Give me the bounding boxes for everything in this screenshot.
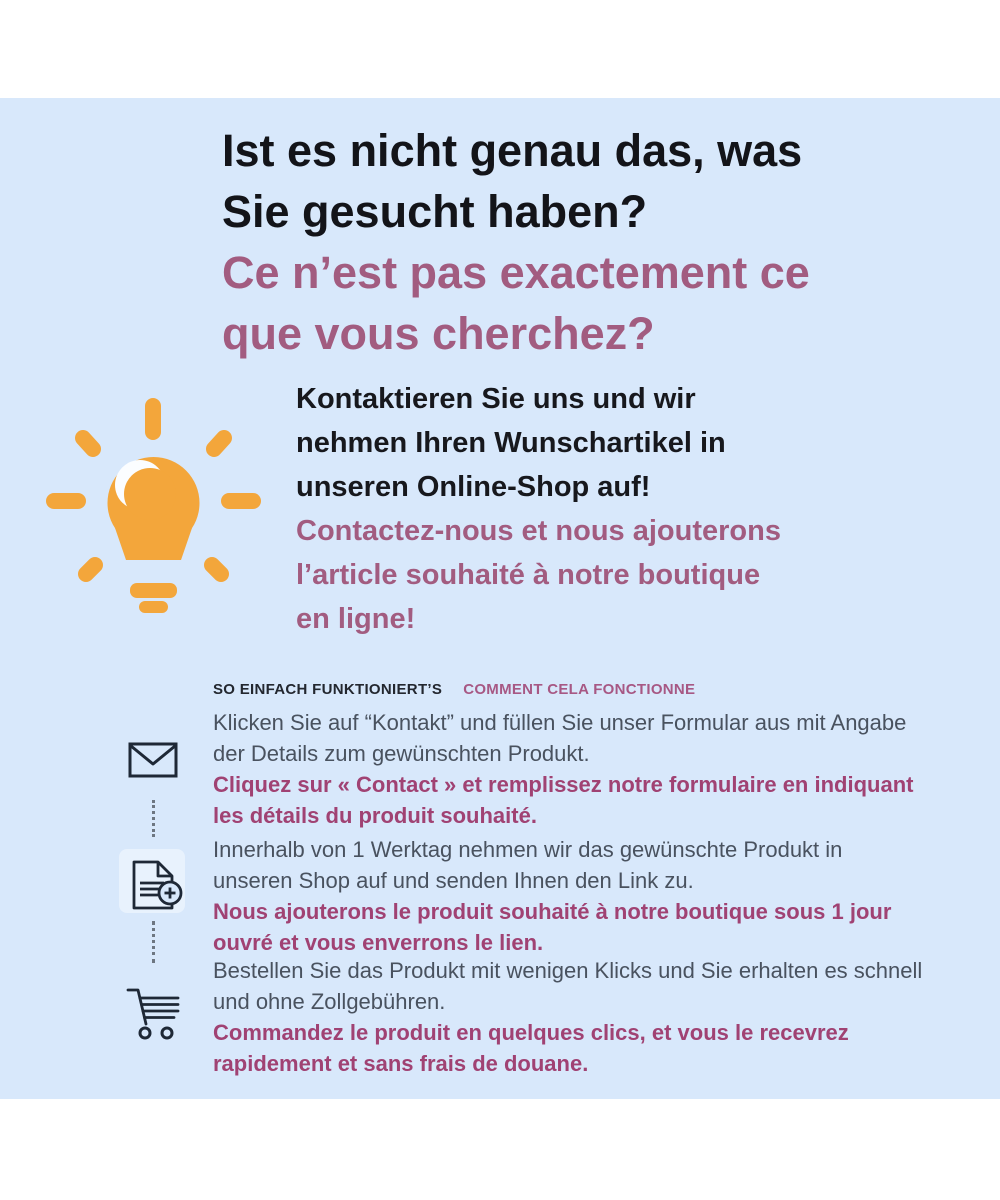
step-1-fr-line2: les détails du produit souhaité. <box>213 803 537 828</box>
step-1-fr-line1: Cliquez sur « Contact » et remplissez notre formulaire en indiquant <box>213 772 914 797</box>
step-1-de-line2: der Details zum gewünschten Produkt. <box>213 741 590 766</box>
step-2-de-line1: Innerhalb von 1 Werktag nehmen wir das gewünschte Produkt in <box>213 837 843 862</box>
intro-de-line3: unseren Online-Shop auf! <box>296 471 651 503</box>
step-3-fr-line1: Commandez le produit en quelques clics, et vous le recevrez <box>213 1020 849 1045</box>
lightbulb-icon <box>42 388 282 628</box>
hero-title <box>222 120 962 364</box>
intro-fr-line2: l’article souhaité à notre boutique <box>296 559 761 591</box>
intro-de-line1: Kontaktieren Sie uns und wir <box>296 383 696 415</box>
intro-fr-line1: Contactez-nous et nous ajouterons <box>296 515 781 547</box>
envelope-icon <box>128 740 178 780</box>
hero-title-de-line1: Ist es nicht genau das, was <box>222 125 803 176</box>
step-1-text <box>213 707 993 831</box>
document-add-icon <box>124 850 184 914</box>
step-2-de-line2: unseren Shop auf und senden Ihnen den Link zu. <box>213 868 694 893</box>
step-2-fr-line2: ouvré et vous enverrons le lien. <box>213 930 544 955</box>
step-3-de-line1: Bestellen Sie das Produkt mit wenigen Klicks und Sie erhalten es schnell <box>213 958 923 983</box>
hero-title-fr-line2: que vous cherchez? <box>222 308 655 359</box>
step-3-text <box>213 955 993 1079</box>
hero-title-de-line2: Sie gesucht haben? <box>222 186 648 237</box>
step-3-de-line2: und ohne Zollgebühren. <box>213 989 446 1014</box>
step-1-de-line1: Klicken Sie auf “Kontakt” und füllen Sie unser Formular aus mit Angabe <box>213 710 907 735</box>
dotted-connector-2 <box>152 921 155 963</box>
step-2-fr-line1: Nous ajouterons le produit souhaité à notre boutique sous 1 jour <box>213 899 892 924</box>
step-2-text <box>213 834 993 958</box>
section-heading <box>213 681 695 698</box>
shopping-cart-icon <box>121 983 185 1041</box>
intro-text <box>296 377 916 641</box>
section-heading-de: SO EINFACH FUNKTIONIERT’S <box>213 681 443 698</box>
dotted-connector-1 <box>152 800 155 837</box>
intro-de-line2: nehmen Ihren Wunschartikel in <box>296 427 726 459</box>
intro-fr-line3: en ligne! <box>296 603 416 635</box>
section-heading-fr: COMMENT CELA FONCTIONNE <box>463 681 696 698</box>
hero-title-fr-line1: Ce n’est pas exactement ce <box>222 247 810 298</box>
step-3-fr-line2: rapidement et sans frais de douane. <box>213 1051 589 1076</box>
